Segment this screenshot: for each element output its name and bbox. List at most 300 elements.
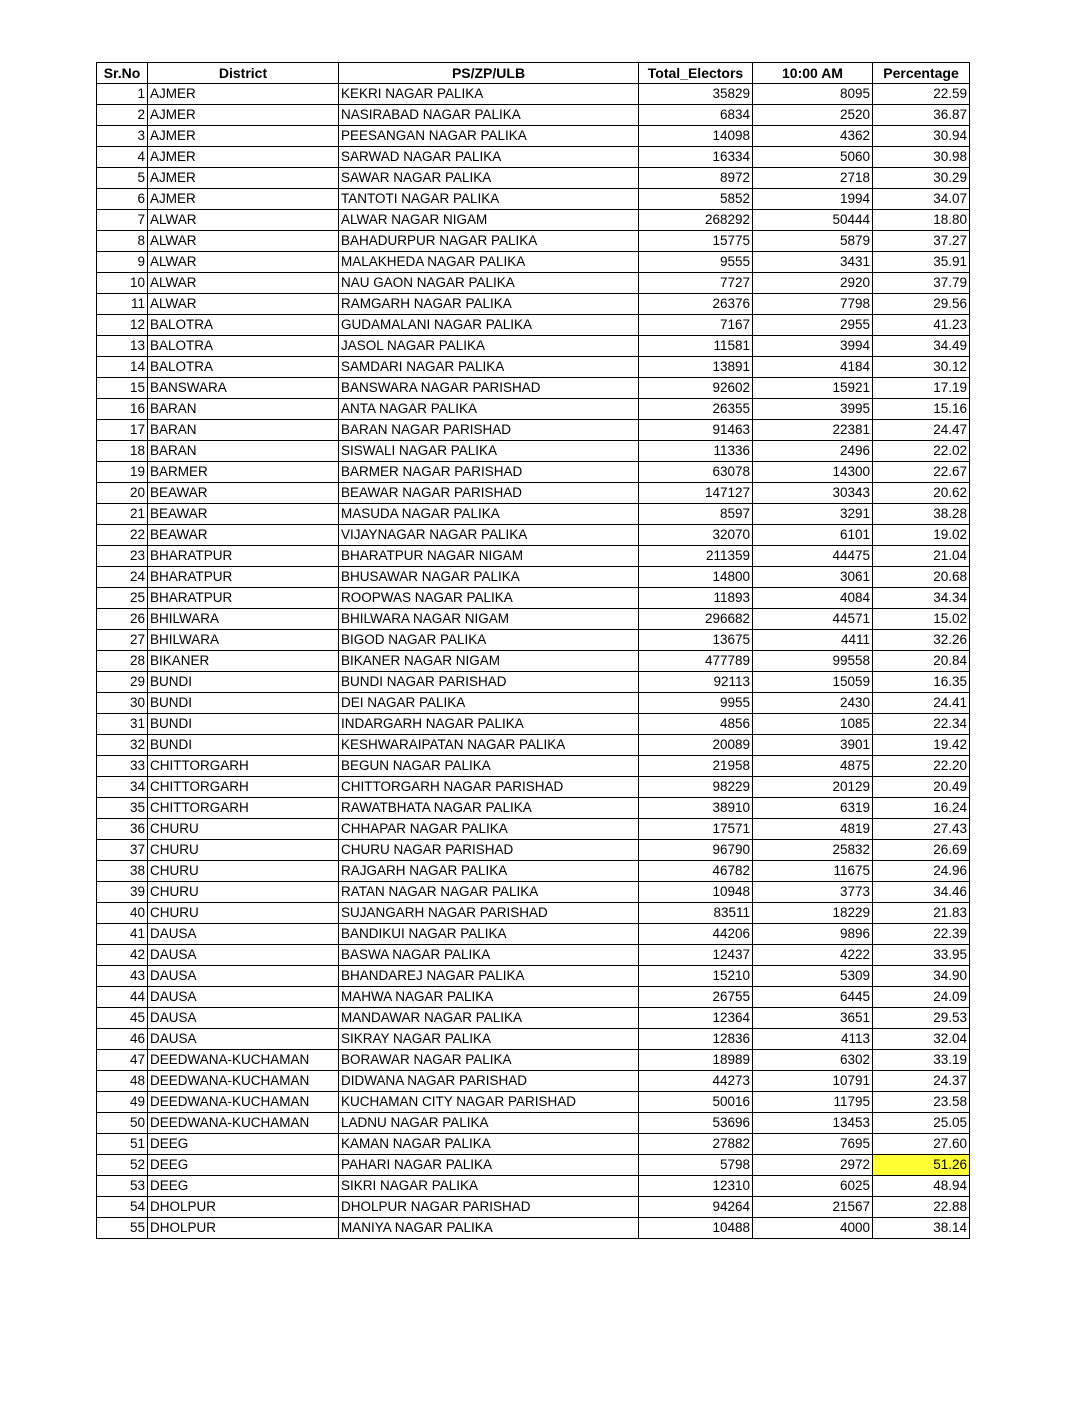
cell-district: BEAWAR [148, 525, 339, 546]
cell-votes-10am: 7798 [753, 294, 873, 315]
cell-ulb: PAHARI NAGAR PALIKA [339, 1155, 639, 1176]
cell-sr-no: 25 [97, 588, 148, 609]
cell-district: CHURU [148, 903, 339, 924]
table-row [97, 1176, 970, 1197]
cell-votes-10am: 9896 [753, 924, 873, 945]
cell-sr-no: 53 [97, 1176, 148, 1197]
cell-percentage: 21.83 [873, 903, 970, 924]
cell-votes-10am: 3651 [753, 1008, 873, 1029]
cell-total-electors: 10948 [639, 882, 753, 903]
cell-district: ALWAR [148, 294, 339, 315]
cell-district: CHITTORGARH [148, 756, 339, 777]
cell-district: BHARATPUR [148, 567, 339, 588]
cell-district: BEAWAR [148, 504, 339, 525]
table-row [97, 1134, 970, 1155]
table-row [97, 588, 970, 609]
cell-total-electors: 10488 [639, 1218, 753, 1239]
cell-percentage: 29.53 [873, 1008, 970, 1029]
cell-percentage: 34.90 [873, 966, 970, 987]
cell-district: DEEG [148, 1155, 339, 1176]
table-row [97, 504, 970, 525]
cell-district: DEEG [148, 1176, 339, 1197]
table-row [97, 546, 970, 567]
cell-district: DEEDWANA-KUCHAMAN [148, 1071, 339, 1092]
cell-district: CHITTORGARH [148, 777, 339, 798]
cell-district: DAUSA [148, 1008, 339, 1029]
table-row [97, 1218, 970, 1239]
cell-percentage: 29.56 [873, 294, 970, 315]
cell-ulb: BHUSAWAR NAGAR PALIKA [339, 567, 639, 588]
cell-total-electors: 98229 [639, 777, 753, 798]
cell-percentage: 15.02 [873, 609, 970, 630]
cell-percentage: 38.14 [873, 1218, 970, 1239]
cell-votes-10am: 50444 [753, 210, 873, 231]
table-row [97, 399, 970, 420]
cell-district: ALWAR [148, 210, 339, 231]
table-row [97, 735, 970, 756]
cell-district: DHOLPUR [148, 1218, 339, 1239]
cell-percentage: 20.49 [873, 777, 970, 798]
cell-total-electors: 94264 [639, 1197, 753, 1218]
cell-district: BEAWAR [148, 483, 339, 504]
cell-total-electors: 92113 [639, 672, 753, 693]
cell-votes-10am: 4113 [753, 1029, 873, 1050]
cell-percentage: 34.34 [873, 588, 970, 609]
cell-percentage: 17.19 [873, 378, 970, 399]
cell-percentage: 27.60 [873, 1134, 970, 1155]
cell-sr-no: 15 [97, 378, 148, 399]
cell-votes-10am: 2955 [753, 315, 873, 336]
cell-votes-10am: 4819 [753, 819, 873, 840]
table-row [97, 987, 970, 1008]
cell-ulb: BUNDI NAGAR PARISHAD [339, 672, 639, 693]
cell-ulb: DHOLPUR NAGAR PARISHAD [339, 1197, 639, 1218]
cell-total-electors: 44206 [639, 924, 753, 945]
cell-votes-10am: 3995 [753, 399, 873, 420]
cell-ulb: ROOPWAS NAGAR PALIKA [339, 588, 639, 609]
cell-total-electors: 44273 [639, 1071, 753, 1092]
cell-percentage: 16.35 [873, 672, 970, 693]
table-row [97, 273, 970, 294]
cell-sr-no: 9 [97, 252, 148, 273]
cell-sr-no: 17 [97, 420, 148, 441]
cell-votes-10am: 3291 [753, 504, 873, 525]
cell-district: BANSWARA [148, 378, 339, 399]
header-ulb: PS/ZP/ULB [339, 63, 639, 84]
cell-votes-10am: 8095 [753, 84, 873, 105]
cell-total-electors: 20089 [639, 735, 753, 756]
cell-sr-no: 29 [97, 672, 148, 693]
cell-total-electors: 14098 [639, 126, 753, 147]
cell-district: AJMER [148, 189, 339, 210]
cell-votes-10am: 10791 [753, 1071, 873, 1092]
table-row [97, 672, 970, 693]
cell-sr-no: 42 [97, 945, 148, 966]
cell-total-electors: 50016 [639, 1092, 753, 1113]
cell-ulb: JASOL NAGAR PALIKA [339, 336, 639, 357]
cell-sr-no: 38 [97, 861, 148, 882]
cell-votes-10am: 6302 [753, 1050, 873, 1071]
cell-sr-no: 50 [97, 1113, 148, 1134]
cell-votes-10am: 3431 [753, 252, 873, 273]
cell-total-electors: 91463 [639, 420, 753, 441]
cell-district: CHURU [148, 882, 339, 903]
cell-sr-no: 26 [97, 609, 148, 630]
cell-ulb: SIKRI NAGAR PALIKA [339, 1176, 639, 1197]
cell-votes-10am: 14300 [753, 462, 873, 483]
cell-votes-10am: 11675 [753, 861, 873, 882]
cell-votes-10am: 44475 [753, 546, 873, 567]
table-row [97, 777, 970, 798]
table-row [97, 189, 970, 210]
table-row [97, 756, 970, 777]
cell-percentage: 36.87 [873, 105, 970, 126]
cell-district: BARAN [148, 420, 339, 441]
cell-district: BALOTRA [148, 336, 339, 357]
cell-district: BHARATPUR [148, 588, 339, 609]
cell-votes-10am: 99558 [753, 651, 873, 672]
cell-total-electors: 4856 [639, 714, 753, 735]
cell-sr-no: 43 [97, 966, 148, 987]
cell-sr-no: 27 [97, 630, 148, 651]
cell-percentage: 22.34 [873, 714, 970, 735]
table-row [97, 819, 970, 840]
cell-total-electors: 32070 [639, 525, 753, 546]
cell-district: BUNDI [148, 735, 339, 756]
cell-votes-10am: 7695 [753, 1134, 873, 1155]
cell-total-electors: 5852 [639, 189, 753, 210]
cell-total-electors: 15210 [639, 966, 753, 987]
cell-percentage: 22.59 [873, 84, 970, 105]
cell-votes-10am: 4084 [753, 588, 873, 609]
cell-votes-10am: 30343 [753, 483, 873, 504]
cell-sr-no: 40 [97, 903, 148, 924]
cell-total-electors: 53696 [639, 1113, 753, 1134]
cell-votes-10am: 3773 [753, 882, 873, 903]
cell-percentage: 33.95 [873, 945, 970, 966]
table-row [97, 1029, 970, 1050]
table-row [97, 882, 970, 903]
cell-votes-10am: 15921 [753, 378, 873, 399]
table-row [97, 126, 970, 147]
cell-votes-10am: 2972 [753, 1155, 873, 1176]
cell-ulb: CHURU NAGAR PARISHAD [339, 840, 639, 861]
cell-total-electors: 18989 [639, 1050, 753, 1071]
cell-percentage: 16.24 [873, 798, 970, 819]
table-row [97, 903, 970, 924]
table-row [97, 609, 970, 630]
cell-ulb: CHITTORGARH NAGAR PARISHAD [339, 777, 639, 798]
cell-district: AJMER [148, 84, 339, 105]
cell-sr-no: 55 [97, 1218, 148, 1239]
cell-sr-no: 36 [97, 819, 148, 840]
cell-votes-10am: 5309 [753, 966, 873, 987]
cell-ulb: PEESANGAN NAGAR PALIKA [339, 126, 639, 147]
cell-sr-no: 41 [97, 924, 148, 945]
cell-total-electors: 21958 [639, 756, 753, 777]
cell-district: DAUSA [148, 966, 339, 987]
cell-total-electors: 38910 [639, 798, 753, 819]
cell-sr-no: 6 [97, 189, 148, 210]
header-row [97, 63, 970, 84]
cell-ulb: LADNU NAGAR PALIKA [339, 1113, 639, 1134]
cell-ulb: KESHWARAIPATAN NAGAR PALIKA [339, 735, 639, 756]
table-row [97, 651, 970, 672]
cell-sr-no: 13 [97, 336, 148, 357]
table-row [97, 567, 970, 588]
cell-percentage: 18.80 [873, 210, 970, 231]
table-row [97, 945, 970, 966]
table-row [97, 336, 970, 357]
cell-total-electors: 11893 [639, 588, 753, 609]
cell-sr-no: 30 [97, 693, 148, 714]
cell-total-electors: 63078 [639, 462, 753, 483]
cell-votes-10am: 44571 [753, 609, 873, 630]
cell-sr-no: 24 [97, 567, 148, 588]
cell-votes-10am: 4000 [753, 1218, 873, 1239]
cell-sr-no: 45 [97, 1008, 148, 1029]
cell-votes-10am: 4411 [753, 630, 873, 651]
cell-percentage: 30.94 [873, 126, 970, 147]
table-row [97, 483, 970, 504]
cell-votes-10am: 15059 [753, 672, 873, 693]
cell-sr-no: 7 [97, 210, 148, 231]
cell-percentage: 22.88 [873, 1197, 970, 1218]
cell-votes-10am: 20129 [753, 777, 873, 798]
cell-total-electors: 27882 [639, 1134, 753, 1155]
cell-votes-10am: 1994 [753, 189, 873, 210]
cell-sr-no: 18 [97, 441, 148, 462]
cell-votes-10am: 2920 [753, 273, 873, 294]
table-row [97, 1071, 970, 1092]
cell-percentage: 27.43 [873, 819, 970, 840]
cell-percentage: 22.39 [873, 924, 970, 945]
table-row [97, 630, 970, 651]
table-row [97, 1197, 970, 1218]
cell-total-electors: 92602 [639, 378, 753, 399]
cell-votes-10am: 4222 [753, 945, 873, 966]
cell-sr-no: 20 [97, 483, 148, 504]
cell-sr-no: 39 [97, 882, 148, 903]
table-row [97, 294, 970, 315]
cell-votes-10am: 2430 [753, 693, 873, 714]
cell-percentage: 48.94 [873, 1176, 970, 1197]
cell-percentage: 33.19 [873, 1050, 970, 1071]
cell-sr-no: 33 [97, 756, 148, 777]
cell-sr-no: 35 [97, 798, 148, 819]
cell-ulb: SIKRAY NAGAR PALIKA [339, 1029, 639, 1050]
cell-sr-no: 48 [97, 1071, 148, 1092]
cell-total-electors: 16334 [639, 147, 753, 168]
cell-percentage: 38.28 [873, 504, 970, 525]
table-row [97, 168, 970, 189]
cell-district: DAUSA [148, 945, 339, 966]
cell-ulb: ANTA NAGAR PALIKA [339, 399, 639, 420]
cell-district: DEEDWANA-KUCHAMAN [148, 1113, 339, 1134]
cell-votes-10am: 11795 [753, 1092, 873, 1113]
cell-ulb: SARWAD NAGAR PALIKA [339, 147, 639, 168]
table-row [97, 462, 970, 483]
turnout-table [96, 62, 970, 1239]
cell-total-electors: 296682 [639, 609, 753, 630]
cell-ulb: DIDWANA NAGAR PARISHAD [339, 1071, 639, 1092]
cell-sr-no: 28 [97, 651, 148, 672]
cell-percentage: 30.98 [873, 147, 970, 168]
cell-percentage: 35.91 [873, 252, 970, 273]
cell-sr-no: 10 [97, 273, 148, 294]
cell-total-electors: 8972 [639, 168, 753, 189]
cell-district: AJMER [148, 168, 339, 189]
cell-percentage: 34.49 [873, 336, 970, 357]
header-total-electors: Total_Electors [639, 63, 753, 84]
cell-total-electors: 11581 [639, 336, 753, 357]
cell-ulb: MALAKHEDA NAGAR PALIKA [339, 252, 639, 273]
cell-ulb: BORAWAR NAGAR PALIKA [339, 1050, 639, 1071]
cell-total-electors: 26376 [639, 294, 753, 315]
cell-total-electors: 26355 [639, 399, 753, 420]
cell-district: CHITTORGARH [148, 798, 339, 819]
cell-total-electors: 13675 [639, 630, 753, 651]
table-body [97, 84, 970, 1239]
cell-sr-no: 23 [97, 546, 148, 567]
cell-total-electors: 15775 [639, 231, 753, 252]
cell-ulb: MASUDA NAGAR PALIKA [339, 504, 639, 525]
cell-district: DAUSA [148, 924, 339, 945]
cell-total-electors: 147127 [639, 483, 753, 504]
cell-sr-no: 21 [97, 504, 148, 525]
cell-ulb: TANTOTI NAGAR PALIKA [339, 189, 639, 210]
cell-total-electors: 35829 [639, 84, 753, 105]
cell-votes-10am: 22381 [753, 420, 873, 441]
cell-total-electors: 268292 [639, 210, 753, 231]
cell-percentage: 24.37 [873, 1071, 970, 1092]
cell-percentage: 25.05 [873, 1113, 970, 1134]
table-row [97, 693, 970, 714]
cell-ulb: BHARATPUR NAGAR NIGAM [339, 546, 639, 567]
cell-ulb: INDARGARH NAGAR PALIKA [339, 714, 639, 735]
cell-ulb: BIGOD NAGAR PALIKA [339, 630, 639, 651]
cell-ulb: BHILWARA NAGAR NIGAM [339, 609, 639, 630]
table-row [97, 84, 970, 105]
cell-district: CHURU [148, 861, 339, 882]
cell-district: BALOTRA [148, 315, 339, 336]
cell-district: BUNDI [148, 693, 339, 714]
cell-total-electors: 7727 [639, 273, 753, 294]
cell-ulb: GUDAMALANI NAGAR PALIKA [339, 315, 639, 336]
cell-votes-10am: 3994 [753, 336, 873, 357]
cell-ulb: KEKRI NAGAR PALIKA [339, 84, 639, 105]
cell-percentage: 32.26 [873, 630, 970, 651]
cell-total-electors: 83511 [639, 903, 753, 924]
table-row [97, 147, 970, 168]
cell-ulb: RAMGARH NAGAR PALIKA [339, 294, 639, 315]
cell-district: ALWAR [148, 252, 339, 273]
table-row [97, 1008, 970, 1029]
cell-percentage: 24.96 [873, 861, 970, 882]
cell-ulb: BIKANER NAGAR NIGAM [339, 651, 639, 672]
cell-sr-no: 47 [97, 1050, 148, 1071]
cell-ulb: BAHADURPUR NAGAR PALIKA [339, 231, 639, 252]
cell-percentage: 21.04 [873, 546, 970, 567]
cell-ulb: BASWA NAGAR PALIKA [339, 945, 639, 966]
cell-sr-no: 31 [97, 714, 148, 735]
table-row [97, 1092, 970, 1113]
cell-total-electors: 46782 [639, 861, 753, 882]
table-row [97, 231, 970, 252]
cell-total-electors: 11336 [639, 441, 753, 462]
cell-ulb: KAMAN NAGAR PALIKA [339, 1134, 639, 1155]
cell-sr-no: 32 [97, 735, 148, 756]
cell-total-electors: 13891 [639, 357, 753, 378]
cell-district: AJMER [148, 126, 339, 147]
cell-percentage: 30.29 [873, 168, 970, 189]
cell-district: DHOLPUR [148, 1197, 339, 1218]
cell-sr-no: 34 [97, 777, 148, 798]
cell-district: CHURU [148, 840, 339, 861]
cell-district: BARMER [148, 462, 339, 483]
table-row [97, 252, 970, 273]
cell-percentage: 26.69 [873, 840, 970, 861]
cell-total-electors: 5798 [639, 1155, 753, 1176]
cell-votes-10am: 2496 [753, 441, 873, 462]
cell-total-electors: 477789 [639, 651, 753, 672]
cell-percentage: 24.41 [873, 693, 970, 714]
cell-district: CHURU [148, 819, 339, 840]
cell-district: BARAN [148, 399, 339, 420]
cell-sr-no: 52 [97, 1155, 148, 1176]
cell-ulb: SAWAR NAGAR PALIKA [339, 168, 639, 189]
cell-ulb: ALWAR NAGAR NIGAM [339, 210, 639, 231]
cell-percentage: 20.62 [873, 483, 970, 504]
cell-votes-10am: 2520 [753, 105, 873, 126]
cell-sr-no: 11 [97, 294, 148, 315]
header-percentage: Percentage [873, 63, 970, 84]
cell-sr-no: 4 [97, 147, 148, 168]
table-row [97, 357, 970, 378]
cell-sr-no: 3 [97, 126, 148, 147]
cell-total-electors: 7167 [639, 315, 753, 336]
table-row [97, 924, 970, 945]
cell-sr-no: 37 [97, 840, 148, 861]
cell-votes-10am: 1085 [753, 714, 873, 735]
cell-ulb: BANDIKUI NAGAR PALIKA [339, 924, 639, 945]
cell-total-electors: 9555 [639, 252, 753, 273]
cell-district: BUNDI [148, 672, 339, 693]
cell-percentage: 34.07 [873, 189, 970, 210]
cell-ulb: SISWALI NAGAR PALIKA [339, 441, 639, 462]
cell-district: DEEG [148, 1134, 339, 1155]
cell-sr-no: 5 [97, 168, 148, 189]
cell-district: DAUSA [148, 1029, 339, 1050]
cell-district: BARAN [148, 441, 339, 462]
cell-ulb: BHANDAREJ NAGAR PALIKA [339, 966, 639, 987]
cell-ulb: RAWATBHATA NAGAR PALIKA [339, 798, 639, 819]
cell-sr-no: 46 [97, 1029, 148, 1050]
cell-votes-10am: 13453 [753, 1113, 873, 1134]
cell-total-electors: 12310 [639, 1176, 753, 1197]
cell-district: DEEDWANA-KUCHAMAN [148, 1092, 339, 1113]
table-row [97, 840, 970, 861]
cell-ulb: MANDAWAR NAGAR PALIKA [339, 1008, 639, 1029]
cell-percentage: 37.79 [873, 273, 970, 294]
cell-total-electors: 12437 [639, 945, 753, 966]
header-district: District [148, 63, 339, 84]
cell-percentage: 19.02 [873, 525, 970, 546]
cell-district: ALWAR [148, 231, 339, 252]
cell-sr-no: 14 [97, 357, 148, 378]
table-row [97, 105, 970, 126]
cell-ulb: BARMER NAGAR PARISHAD [339, 462, 639, 483]
